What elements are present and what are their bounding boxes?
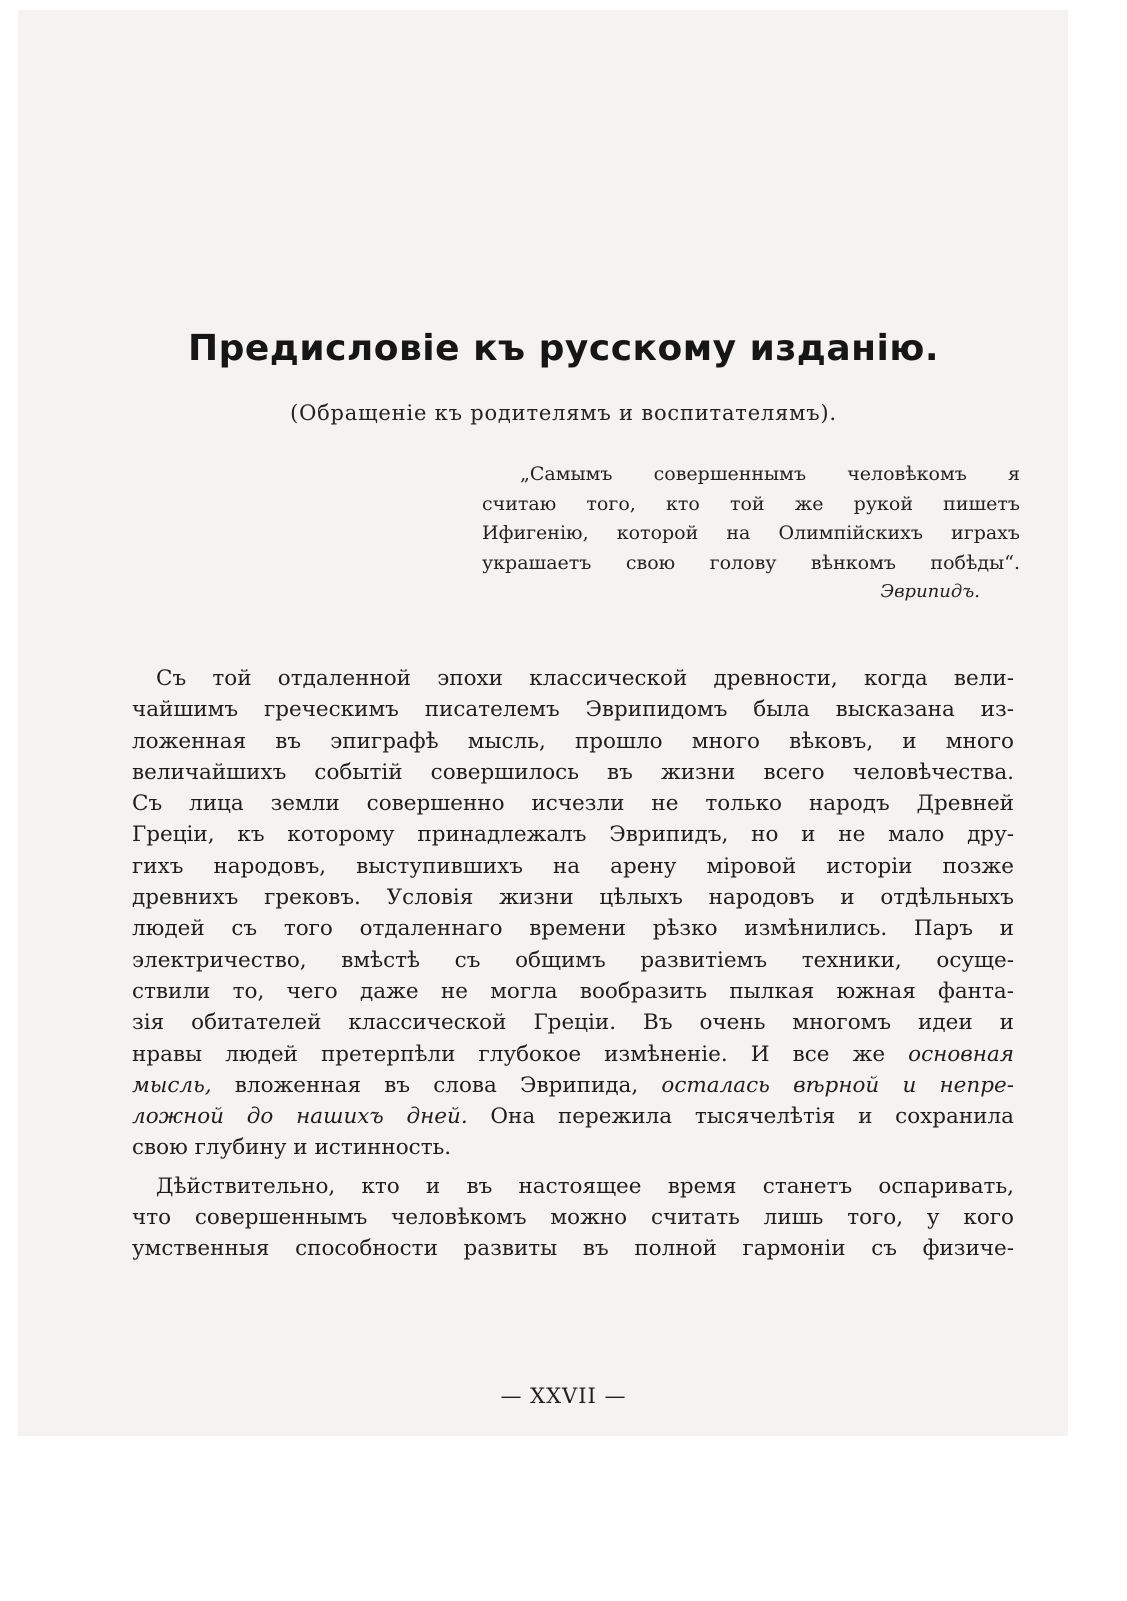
text-line: электричество, вмѣстѣ съ общимъ развитіемъ техники, осуще- bbox=[132, 947, 1014, 973]
text-line: чайшимъ греческимъ писателемъ Эврипидомъ была высказана из- bbox=[132, 697, 1014, 723]
text-line: гихъ народовъ, выступившихъ на арену міровой исторіи позже bbox=[132, 853, 1014, 879]
text-line bbox=[132, 1070, 1014, 1101]
page-number: — XXVII — bbox=[500, 1384, 627, 1408]
text-line: Съ той отдаленной эпохи классической древности, когда вели- bbox=[156, 666, 1014, 691]
text-line: Дѣйствительно, кто и въ настоящее время станетъ оспаривать, bbox=[156, 1173, 1014, 1199]
text-line: ложенная въ эпиграфѣ мысль, прошло много вѣковъ, и много bbox=[132, 728, 1014, 754]
page-subtitle: (Обращеніе къ родителямъ и воспитателямъ). bbox=[290, 401, 837, 425]
text-line bbox=[132, 1101, 1014, 1132]
text-line: что совершеннымъ человѣкомъ можно считать лишь того, у кого bbox=[132, 1205, 1014, 1231]
emphasis-text: осталась вѣрной и непре- bbox=[661, 1072, 1015, 1098]
text-line: величайшихъ событій совершилось въ жизни всего человѣчества. bbox=[132, 759, 1014, 785]
paragraph-gap bbox=[132, 1164, 1014, 1171]
text-span: нравы людей претерпѣли глубокое измѣненіе. И все же bbox=[132, 1041, 909, 1067]
epigraph-line: украшаетъ свою голову вѣнкомъ побѣды“. bbox=[482, 551, 1020, 574]
epigraph bbox=[482, 460, 1020, 606]
epigraph-line: „Самымъ совершеннымъ человѣкомъ я bbox=[520, 463, 1020, 485]
text-span: Она пережила тысячелѣтія и сохранила bbox=[467, 1104, 1014, 1130]
body-text bbox=[132, 663, 1014, 1265]
epigraph-line: Ифигенію, которой на Олимпійскихъ играхъ bbox=[482, 522, 1020, 544]
text-line: Съ лица земли совершенно исчезли не только народъ Древней bbox=[132, 791, 1014, 817]
text-line: людей съ того отдаленнаго времени рѣзко измѣнились. Паръ и bbox=[132, 916, 1014, 942]
epigraph-line: считаю того, кто той же рукой пишетъ bbox=[482, 492, 1020, 515]
text-line: умственныя способности развиты въ полной гармоніи съ физиче- bbox=[132, 1236, 1014, 1262]
emphasis-text: ложной до нашихъ дней. bbox=[132, 1104, 468, 1130]
page-title: Предисловіе къ русскому изданію. bbox=[187, 328, 940, 369]
text-line: ствили то, чего даже не могла вообразить пылкая южная фанта- bbox=[132, 978, 1014, 1004]
text-line: свою глубину и истинность. bbox=[132, 1135, 452, 1161]
text-line: древнихъ грековъ. Условія жизни цѣлыхъ народовъ и отдѣльныхъ bbox=[132, 885, 1014, 911]
text-line: зія обитателей классической Греціи. Въ очень многомъ идеи и bbox=[132, 1010, 1014, 1036]
emphasis-text: мысль, bbox=[132, 1072, 212, 1098]
emphasis-text: основная bbox=[908, 1041, 1014, 1067]
epigraph-author: Эврипидъ. bbox=[880, 581, 980, 602]
text-line bbox=[132, 1039, 1014, 1070]
text-line: Греціи, къ которому принадлежалъ Эврипидъ, но и не мало дру- bbox=[132, 822, 1014, 848]
text-span: вложенная въ слова Эврипида, bbox=[211, 1072, 662, 1098]
